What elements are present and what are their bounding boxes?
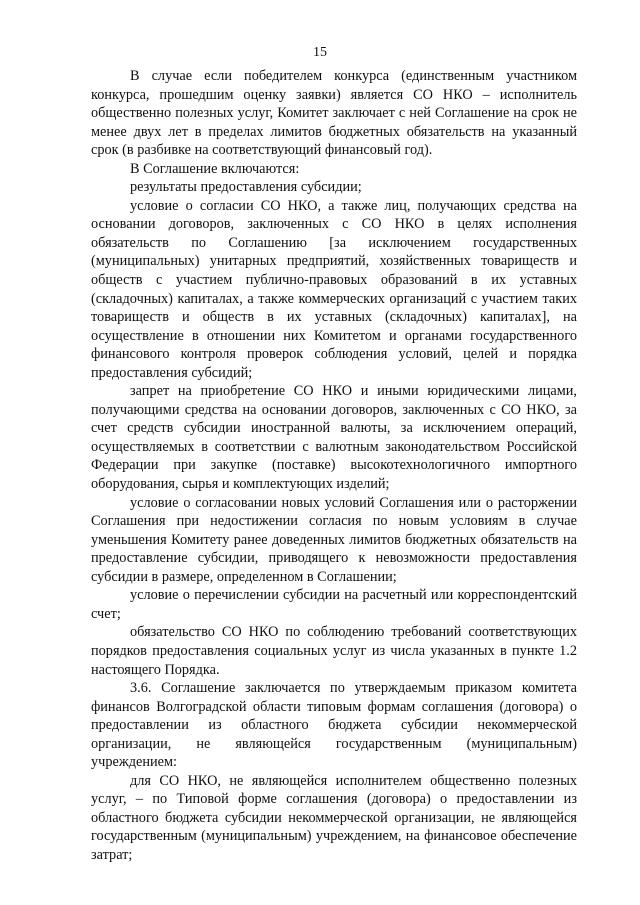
paragraph-contest-winner: В случае если победителем конкурса (единственным участником конкурса, прошедшим оценку заявки) является СО НКО – исполнитель общественно полезных услуг, Комитет заключает с ней Соглашение на срок не менее двух лет в пределах лимитов бюджетных обязательств на указанный срок (в разбивке на соответствующий финансовый год). bbox=[91, 68, 577, 159]
paragraph-currency-ban: запрет на приобретение СО НКО и иными юридическими лицами, получающими средства на основании договоров, заключенных с СО НКО, за счет средств субсидии иностранной валюты, за исключением операций, осуществляемых в соответствии с валютным законодательством Российской Федерации при закупке (поставке) высокотехнологичного импортного оборудования, сырья и комплектующих изделий; bbox=[91, 383, 577, 493]
paragraph-new-conditions: условие о согласовании новых условий Соглашения или о расторжении Соглашения при недостижении согласия по новым условиям в случае уменьшения Комитету ранее доведенных лимитов бюджетных обязательств на предоставление субсидии, приводящего к невозможности предоставления субсидии в размере, определенном в Соглашении; bbox=[91, 494, 577, 585]
paragraph-section-3-6: 3.6. Соглашение заключается по утверждаемым приказом комитета финансов Волгоградской области типовым формам соглашения (договора) о предоставлении из областного бюджета субсидии некоммерческой организации, не являющейся государственным (муниципальным) учреждением: bbox=[91, 680, 577, 771]
paragraph-subsidy-results: результаты предоставления субсидии; bbox=[130, 179, 362, 196]
paragraph-agreement-includes: В Соглашение включаются: bbox=[130, 160, 300, 177]
paragraph-inspection-consent: условие о согласии СО НКО, а также лиц, получающих средства на основании договоров, заключенных с СО НКО в целях исполнения обязательств по Соглашению [за исключением государственных (муниципальных) унитарных предприятий, хозяйственных товариществ и обществ с участием публично-правовых образований в их уставных (складочных) капиталах, а также коммерческих организаций с участием таких товариществ и обществ в их уставных (складочных) капиталах], на осуществление в отношении них Комитетом и органами государственного финансового контроля проверок соблюдения условий, целей и порядка предоставления субсидий; bbox=[91, 197, 577, 381]
document-body bbox=[91, 67, 577, 865]
paragraph-service-obligation: обязательство СО НКО по соблюдению требований соответствующих порядков предоставления социальных услуг из числа указанных в пункте 1.2 настоящего Порядка. bbox=[91, 624, 577, 678]
page-number: 15 bbox=[313, 45, 327, 60]
paragraph-account-transfer: условие о перечислении субсидии на расчетный или корреспондентский счет; bbox=[91, 587, 577, 622]
paragraph-typical-form: для СО НКО, не являющейся исполнителем общественно полезных услуг, – по Типовой форме соглашения (договора) о предоставлении из областного бюджета субсидии некоммерческой организации, не являющейся государственным (муниципальным) учреждением, на финансовое обеспечение затрат; bbox=[91, 772, 577, 863]
